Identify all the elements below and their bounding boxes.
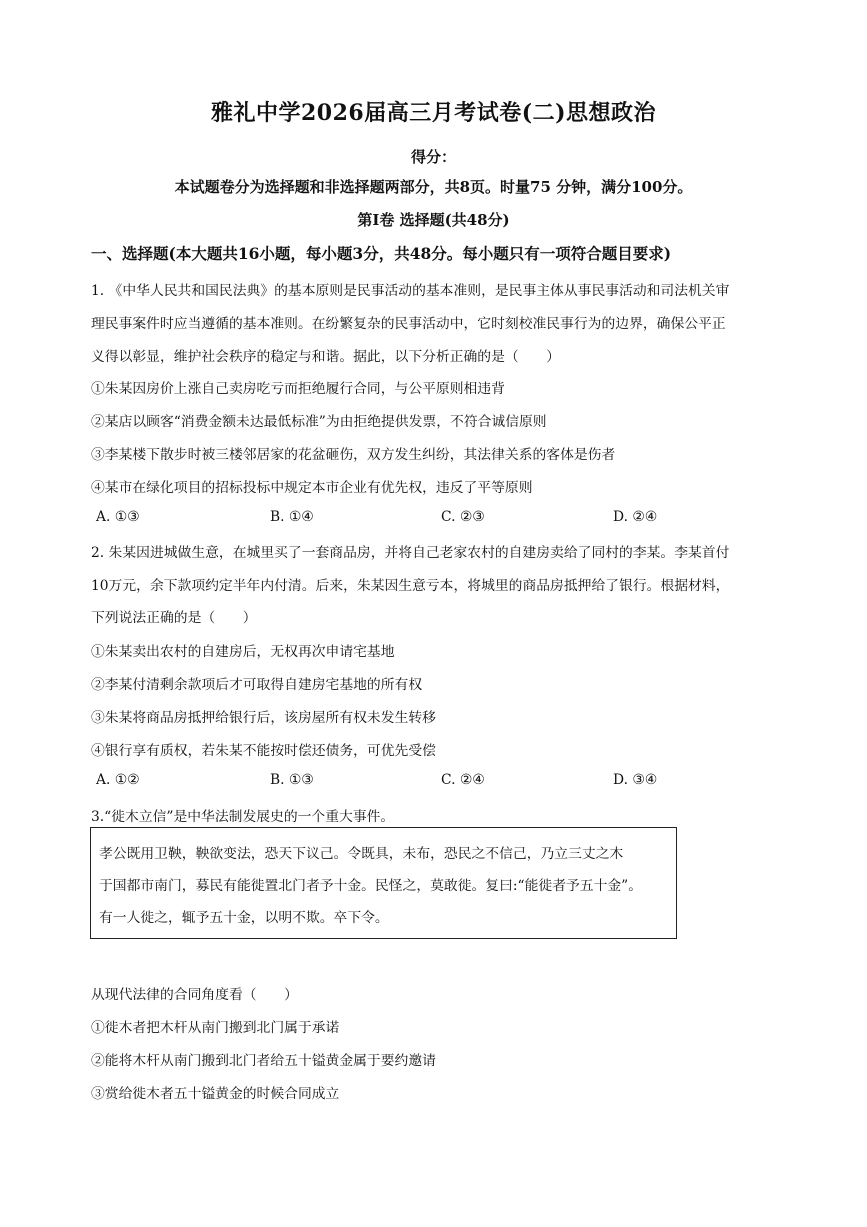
question-2-line-2: 10万元，余下款项约定半年内付清。后来，朱某因生意亏本，将城里的商品房抵押给了银行。根据材料， (91, 578, 730, 594)
question-3-stem: 从现代法律的合同角度看（ ） (91, 987, 298, 1003)
quote-line-3: 有一人徙之，辄予五十金，以明不欺。卒下令。 (99, 910, 389, 926)
question-1-option-a[interactable]: A. ①③ (96, 509, 140, 525)
question-1-item-3: ③李某楼下散步时被三楼邻居家的花盆砸伤，双方发生纠纷，其法律关系的客体是伤者 (91, 447, 616, 463)
quote-line-2: 于国都市南门，募民有能徙置北门者予十金。民怪之，莫敢徙。复曰:“能徙者予五十金”。 (99, 878, 643, 894)
question-2-item-3: ③朱某将商品房抵押给银行后，该房屋所有权未发生转移 (91, 710, 436, 726)
quote-line-1: 孝公既用卫鞅，鞅欲变法，恐天下议己。令既具，未布，恐民之不信己，乃立三丈之木 (99, 846, 624, 862)
question-3-intro: 3.“徙木立信”是中华法制发展史的一个重大事件。 (91, 809, 395, 825)
question-1-option-c[interactable]: C. ②③ (441, 509, 485, 525)
section-title: 一、选择题(本大题共16小题，每小题3分，共48分。每小题只有一项符合题目要求) (91, 244, 672, 263)
question-3-item-1: ①徙木者把木杆从南门搬到北门属于承诺 (91, 1020, 340, 1036)
question-1-option-d[interactable]: D. ②④ (613, 509, 658, 525)
question-2-item-2: ②李某付清剩余款项后才可取得自建房宅基地的所有权 (91, 677, 423, 693)
score-label: 得分： (410, 148, 456, 166)
exam-notice: 本试题卷分为选择题和非选择题两部分，共8页。时量75 分钟，满分100分。 (174, 178, 693, 196)
part-title: 第Ⅰ卷 选择题(共48分) (357, 211, 510, 229)
question-3-item-2: ②能将木杆从南门搬到北门者给五十镒黄金属于要约邀请 (91, 1053, 436, 1069)
question-1-line-3: 义得以彰显，维护社会秩序的稳定与和谐。据此，以下分析正确的是（ ） (91, 349, 561, 365)
question-2-option-b[interactable]: B. ①③ (270, 772, 314, 788)
question-3-item-3: ③赏给徙木者五十镒黄金的时候合同成立 (91, 1086, 340, 1102)
question-1-item-4: ④某市在绿化项目的招标投标中规定本市企业有优先权，违反了平等原则 (91, 480, 533, 496)
quote-box (90, 827, 677, 939)
question-2-line-3: 下列说法正确的是（ ） (91, 610, 257, 626)
question-2-item-4: ④银行享有质权，若朱某不能按时偿还债务，可优先受偿 (91, 743, 436, 759)
question-2-option-a[interactable]: A. ①② (96, 772, 140, 788)
question-1-item-1: ①朱某因房价上涨自己卖房吃亏而拒绝履行合同，与公平原则相违背 (91, 381, 505, 397)
question-1-line-1: 1. 《中华人民共和国民法典》的基本原则是民事活动的基本准则，是民事主体从事民事活动和司法机关审 (91, 283, 730, 299)
page-title: 雅礼中学2026届高三月考试卷(二)思想政治 (210, 100, 657, 126)
question-2-option-d[interactable]: D. ③④ (613, 772, 658, 788)
question-1-item-2: ②某店以顾客“消费金额未达最低标准”为由拒绝提供发票，不符合诚信原则 (91, 414, 547, 430)
question-2-line-1: 2. 朱某因进城做生意，在城里买了一套商品房，并将自己老家农村的自建房卖给了同村的李某。李某首付 (91, 545, 730, 561)
question-1-line-2: 理民事案件时应当遵循的基本准则。在纷繁复杂的民事活动中，它时刻校准民事行为的边界，确保公平正 (91, 316, 726, 332)
question-2-item-1: ①朱某卖出农村的自建房后，无权再次申请宅基地 (91, 644, 395, 660)
question-2-option-c[interactable]: C. ②④ (441, 772, 485, 788)
question-1-option-b[interactable]: B. ①④ (270, 509, 314, 525)
